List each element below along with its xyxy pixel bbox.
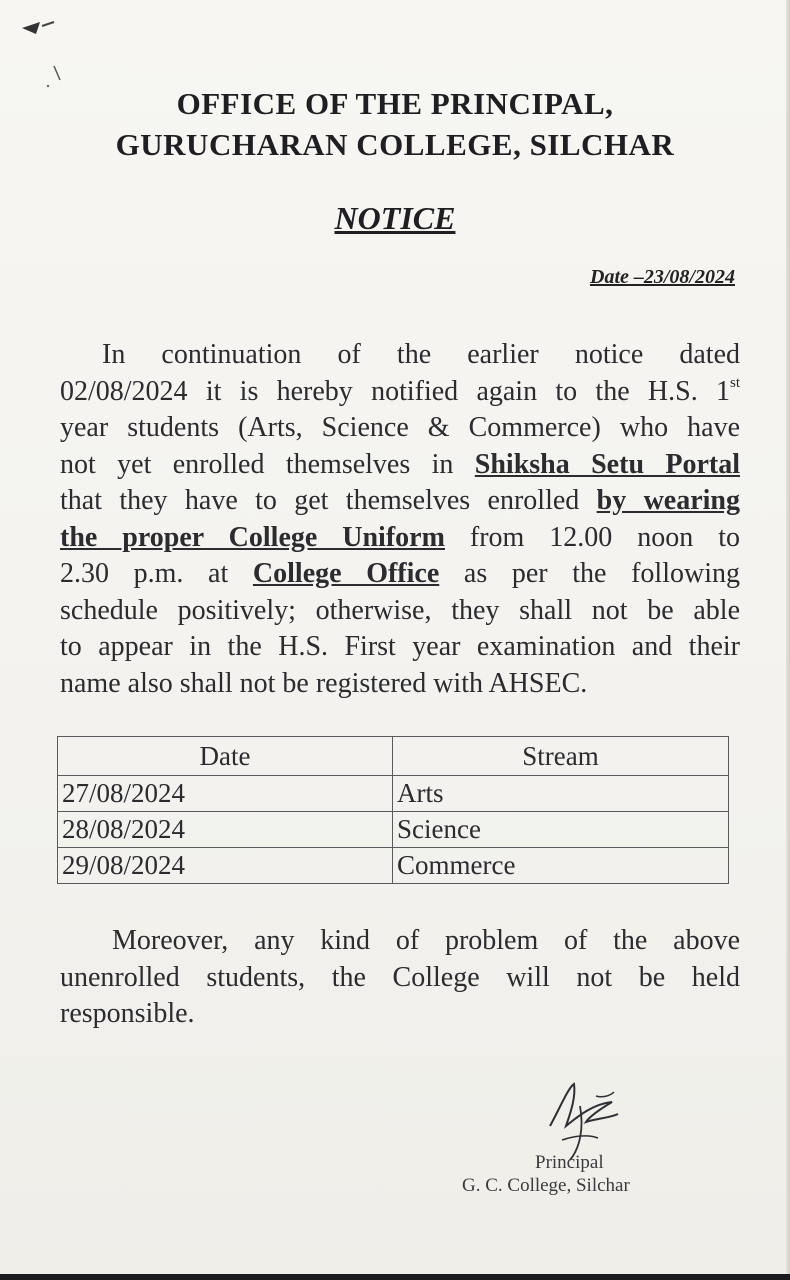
paper-edge [786,0,790,1280]
college-heading: GURUCHARAN COLLEGE, SILCHAR [115,127,675,162]
body-line: 02/08/2024 it is hereby notified again to the H.S. 1st [60,375,740,407]
date-cell: 27/08/2024 [58,776,393,812]
column-header-date: Date [58,737,393,776]
uniform-emphasis: by wearing [596,485,741,516]
notice-title: NOTICE [334,200,456,236]
table-row [58,776,729,812]
column-header-stream: Stream [393,737,729,776]
body-line: In continuation of the earlier notice dated [102,339,740,370]
body-line: not yet enrolled themselves in Shiksha Setu Portal [60,448,741,480]
schedule-table [57,736,729,884]
notice-date: Date –23/08/2024 [590,266,735,288]
closing-line: Moreover, any kind of problem of the above [112,925,740,956]
closing-line: responsible. [60,998,195,1029]
pen-mark-icon [18,14,78,94]
office-location: College Office [252,558,440,589]
date-cell: 29/08/2024 [58,848,393,884]
body-line: schedule positively; otherwise, they shall not be able [60,594,740,626]
office-heading: OFFICE OF THE PRINCIPAL, [176,86,614,121]
table-header-row [58,737,729,776]
signature-designation: Principal [535,1152,604,1173]
signature-college: G. C. College, Silchar [462,1175,630,1196]
stream-cell: Commerce [393,848,729,884]
closing-line: unenrolled students, the College will not be held [60,961,740,993]
stream-cell: Arts [393,776,729,812]
body-line: that they have to get themselves enrolled by wearing [60,485,741,516]
stream-cell: Science [393,812,729,848]
body-line: the proper College Uniform from 12.00 noon to [60,521,740,553]
closing-paragraph [60,923,740,1033]
body-line: 2.30 p.m. at College Office as per the following [60,558,740,589]
date-cell: 28/08/2024 [58,812,393,848]
table-row [58,812,729,848]
uniform-emphasis: the proper College Uniform [60,521,445,553]
body-line: to appear in the H.S. First year examination and their [60,631,740,662]
body-line: year students (Arts, Science & Commerce) who have [60,412,740,443]
paper-bottom-edge [0,1274,790,1280]
notice-body [60,337,740,702]
table-row [58,848,729,884]
body-line: name also shall not be registered with AHSEC. [60,667,588,699]
portal-name: Shiksha Setu Portal [474,448,741,480]
